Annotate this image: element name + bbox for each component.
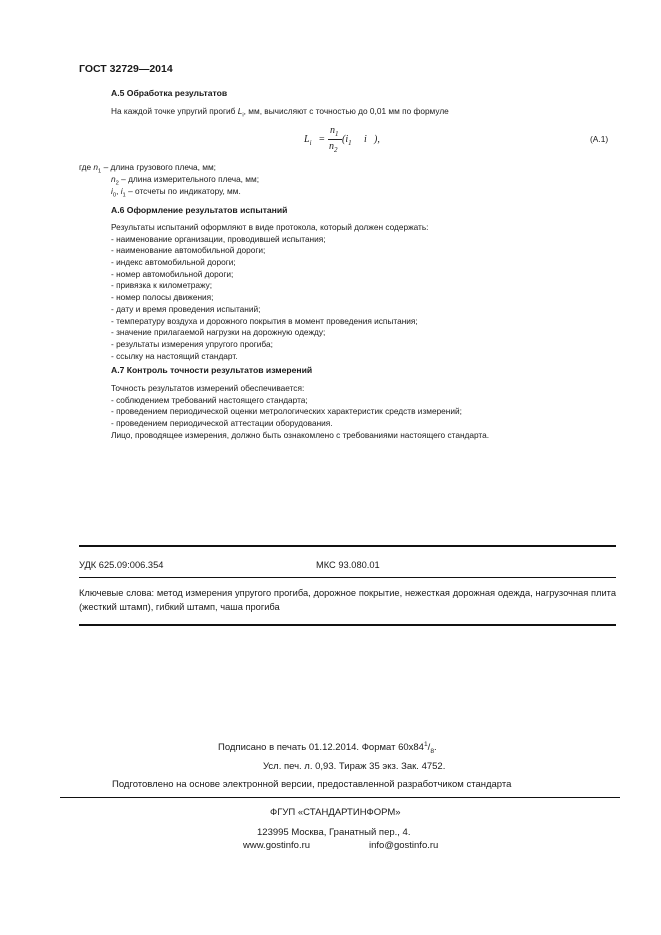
list-item: - температуру воздуха и дорожного покрытия в момент проведения испытания; bbox=[111, 315, 418, 326]
website-link[interactable]: www.gostinfo.ru bbox=[243, 840, 311, 851]
section-a6-list bbox=[111, 222, 428, 362]
list-item: - привязка к километражу; bbox=[111, 280, 213, 291]
section-a7-list bbox=[111, 383, 489, 441]
print-info: Усл. печ. л. 0,93. Тираж 35 экз. Зак. 4752. bbox=[263, 761, 446, 772]
list-item: - наименование автомобильной дороги; bbox=[111, 245, 266, 256]
document-header: ГОСТ 32729—2014 bbox=[79, 63, 173, 75]
where-n1: где $n_1$ – длина грузового плеча, мм; bbox=[79, 162, 216, 175]
list-item: - номер полосы движения; bbox=[111, 292, 214, 303]
formula-a1: $L_i$ = $n_1$ $n_2$ ($i_1$ i ), bbox=[304, 125, 380, 154]
list-item: - ссылку на настоящий стандарт. bbox=[111, 350, 238, 361]
list-item: - проведением периодической аттестации оборудования. bbox=[111, 418, 333, 429]
list-item: - индекс автомобильной дороги; bbox=[111, 257, 236, 268]
section-a5-title: А.5 Обработка результатов bbox=[111, 88, 228, 98]
section-a5-intro: На каждой точке упругий прогиб $L_i$, мм, вычисляют с точностью до 0,01 мм по формуле bbox=[111, 106, 449, 119]
section-a7-title: А.7 Контроль точности результатов измерений bbox=[111, 365, 313, 375]
list-item: - значение прилагаемой нагрузки на дорожную одежду; bbox=[111, 327, 326, 338]
prepared-note: Подготовлено на основе электронной версии, предоставленной разработчиком стандарта bbox=[112, 779, 512, 790]
list-item: - соблюдением требований настоящего стандарта; bbox=[111, 394, 308, 405]
publisher-name: ФГУП «СТАНДАРТИНФОРМ» bbox=[270, 807, 401, 818]
list-item: - номер автомобильной дороги; bbox=[111, 268, 234, 279]
where-n2: $n_2$ – длина измерительного плеча, мм; bbox=[111, 174, 260, 187]
list-item: - наименование организации, проводившей испытания; bbox=[111, 233, 326, 244]
list-item: - результаты измерения упругого прогиба; bbox=[111, 338, 273, 349]
list-item: Лицо, проводящее измерения, должно быть ознакомлено с требованиями настоящего стандарта. bbox=[111, 429, 490, 440]
divider-top bbox=[79, 545, 616, 547]
list-item: Точность результатов измерений обеспечивается: bbox=[111, 383, 305, 393]
list-item: - дату и время проведения испытаний; bbox=[111, 303, 261, 314]
list-item: Результаты испытаний оформляют в виде протокола, который должен содержать: bbox=[111, 222, 429, 232]
divider-bottom bbox=[79, 624, 616, 626]
mks-code: МКС 93.080.01 bbox=[316, 560, 380, 570]
divider-middle bbox=[79, 577, 616, 578]
publisher-address: 123995 Москва, Гранатный пер., 4. bbox=[257, 827, 411, 838]
where-i0-i1: $i_0$, $i_1$ – отсчеты по индикатору, мм. bbox=[111, 186, 241, 199]
keywords: Ключевые слова: метод измерения упругого прогиба, дорожное покрытие, нежесткая дорожная одежда, нагрузочная плита (жесткий штамп), гибкий штамп, чаша прогиба bbox=[79, 588, 616, 612]
imprint-divider bbox=[60, 797, 620, 798]
signed-date: Подписано в печать 01.12.2014. Формат $60х84^1/_8$. bbox=[218, 741, 437, 756]
section-a6-title: А.6 Оформление результатов испытаний bbox=[111, 205, 288, 215]
email-link[interactable]: info@gostinfo.ru bbox=[369, 840, 439, 851]
formula-number: (А.1) bbox=[590, 134, 609, 144]
list-item: - проведением периодической оценки метрологических характеристик средств измерений; bbox=[111, 406, 462, 417]
udk-code: УДК 625.09:006.354 bbox=[79, 560, 164, 570]
